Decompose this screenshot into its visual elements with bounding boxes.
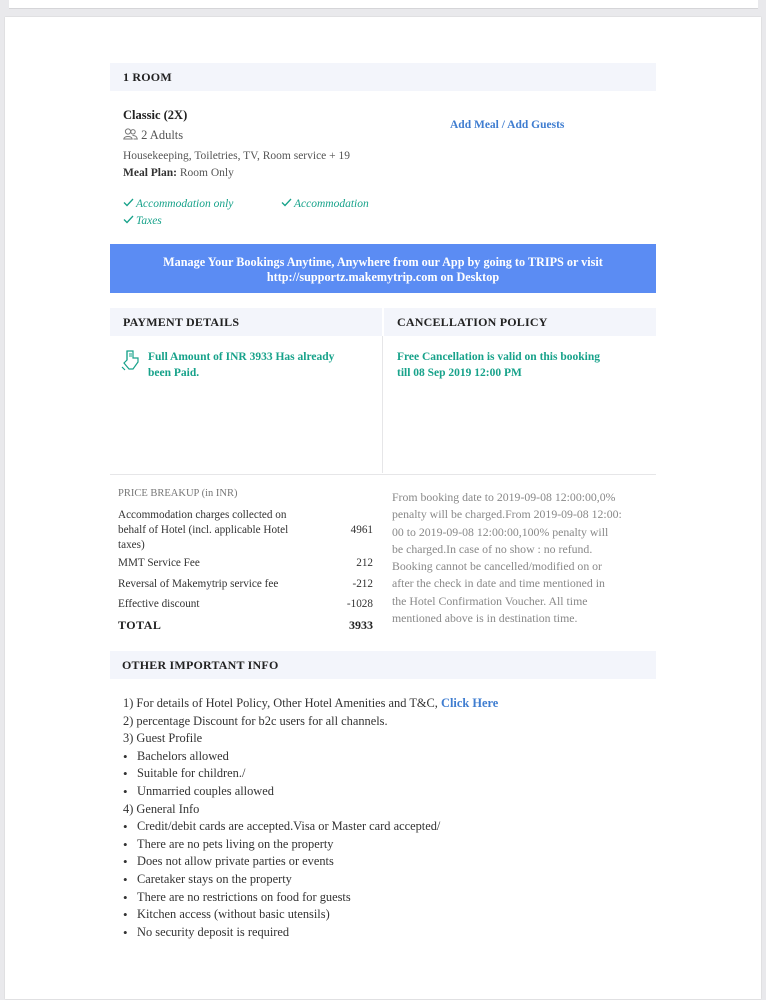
check-icon [123, 198, 136, 210]
general-info-bullet: • No security deposit is required [123, 924, 643, 942]
inclusion-item [123, 198, 233, 210]
price-row-discount [118, 598, 373, 610]
booking-voucher-page [5, 17, 761, 999]
meal-plan-value: Room Only [179, 167, 234, 179]
guests-count: 2 Adults [141, 128, 184, 142]
price-row-reversal [118, 578, 373, 590]
payment-details-header: PAYMENT DETAILS [110, 308, 382, 336]
price-label: Reversal of Makemytrip service fee [118, 578, 279, 590]
meal-plan-label: Meal Plan: [123, 167, 177, 179]
total-value: 3933 [349, 618, 373, 632]
column-divider [382, 336, 383, 473]
payment-icon [121, 349, 141, 376]
room-amenities: Housekeeping, Toiletries, TV, Room service + 19 [123, 150, 351, 162]
free-cancellation-message [397, 350, 600, 381]
guest-profile-bullet: • Suitable for children./ [123, 765, 643, 783]
general-info-bullet: • There are no pets living on the property [123, 836, 643, 854]
other-info-list [123, 695, 643, 941]
price-value: -212 [352, 578, 373, 590]
price-label-line: behalf of Hotel (incl. applicable Hotel [118, 524, 289, 536]
info-item: 2) percentage Discount for b2c users for all channels. [123, 713, 388, 728]
inclusion-item [281, 198, 369, 210]
inclusion-item [123, 215, 162, 227]
guest-profile-bullet: • Unmarried couples allowed [123, 783, 643, 801]
price-label: MMT Service Fee [118, 557, 200, 569]
policy-line: From booking date to 2019-09-08 12:00:00,0% [392, 490, 616, 504]
policy-line: 00 to 2019-09-08 12:00:00,100% penalty will [392, 524, 609, 539]
policy-line: mentioned above is in destination time. [392, 611, 578, 626]
inclusion-label: Accommodation only [136, 198, 234, 210]
general-info-bullet: • Kitchen access (without basic utensils) [123, 906, 643, 924]
check-icon [123, 215, 136, 227]
price-breakup-title: PRICE BREAKUP (in INR) [118, 488, 238, 499]
guests-icon [123, 128, 141, 142]
general-info-bullet: • There are no restrictions on food for guests [123, 889, 643, 907]
banner-line-1: Manage Your Bookings Anytime, Anywhere from our App by going to TRIPS or visit [163, 255, 603, 269]
info-item [123, 695, 643, 713]
room-type: Classic (2X) [123, 108, 188, 122]
policy-line: penalty will be charged.From 2019-09-08 12:00: [392, 507, 622, 522]
click-here-link[interactable]: Click Here [441, 696, 499, 710]
cancellation-message-line: Free Cancellation is valid on this booking [397, 351, 600, 363]
price-row-total [118, 618, 373, 633]
payment-message-line: been Paid. [148, 366, 200, 379]
policy-line: be charged.In case of no show : no refund. [392, 541, 593, 556]
general-info-bullet: • Credit/debit cards are accepted.Visa or Master card accepted/ [123, 818, 643, 836]
policy-line: the Hotel Confirmation Voucher. All time [392, 593, 588, 608]
previous-page-edge [9, 0, 758, 9]
cancellation-policy-text [392, 489, 652, 627]
price-label-line: Accommodation charges collected on [118, 509, 287, 521]
meal-plan [123, 167, 234, 179]
guests-row [123, 128, 183, 143]
other-info-header: OTHER IMPORTANT INFO [110, 651, 656, 679]
policy-line: after the check in date and time mentioned in [392, 576, 605, 591]
add-meal-guests-link[interactable]: Add Meal / Add Guests [450, 119, 565, 131]
guest-profile-bullet: • Bachelors allowed [123, 748, 643, 766]
price-row-mmt-fee [118, 557, 373, 569]
price-label: Effective discount [118, 598, 200, 610]
payment-message-line: Full Amount of INR 3933 Has already [148, 351, 335, 363]
info-item: 3) Guest Profile [123, 731, 203, 746]
manage-bookings-banner [110, 244, 656, 293]
cancellation-policy-header: CANCELLATION POLICY [384, 308, 656, 336]
price-label [118, 508, 313, 553]
price-label-line: taxes) [118, 539, 145, 551]
room-section-header: 1 ROOM [110, 63, 656, 91]
general-info-bullet: • Does not allow private parties or events [123, 853, 643, 871]
inclusion-label: Taxes [136, 215, 162, 227]
payment-status-message [148, 350, 334, 381]
policy-line: Booking cannot be cancelled/modified on or [392, 559, 602, 574]
total-label: TOTAL [118, 618, 162, 632]
section-divider [110, 474, 656, 475]
general-info-bullet: • Caretaker stays on the property [123, 871, 643, 889]
price-value: 4961 [350, 524, 373, 536]
inclusion-label: Accommodation [294, 198, 369, 210]
price-row-accommodation [118, 508, 373, 553]
info-item: 4) General Info [123, 801, 200, 816]
cancellation-message-line: till 08 Sep 2019 12:00 PM [397, 366, 522, 379]
check-icon [281, 198, 294, 210]
banner-line-2: http://supportz.makemytrip.com on Desktop [266, 270, 500, 284]
info-item-text: 1) For details of Hotel Policy, Other Hotel Amenities and T&C, [123, 696, 438, 710]
price-value: 212 [356, 557, 373, 569]
price-value: -1028 [346, 598, 373, 610]
